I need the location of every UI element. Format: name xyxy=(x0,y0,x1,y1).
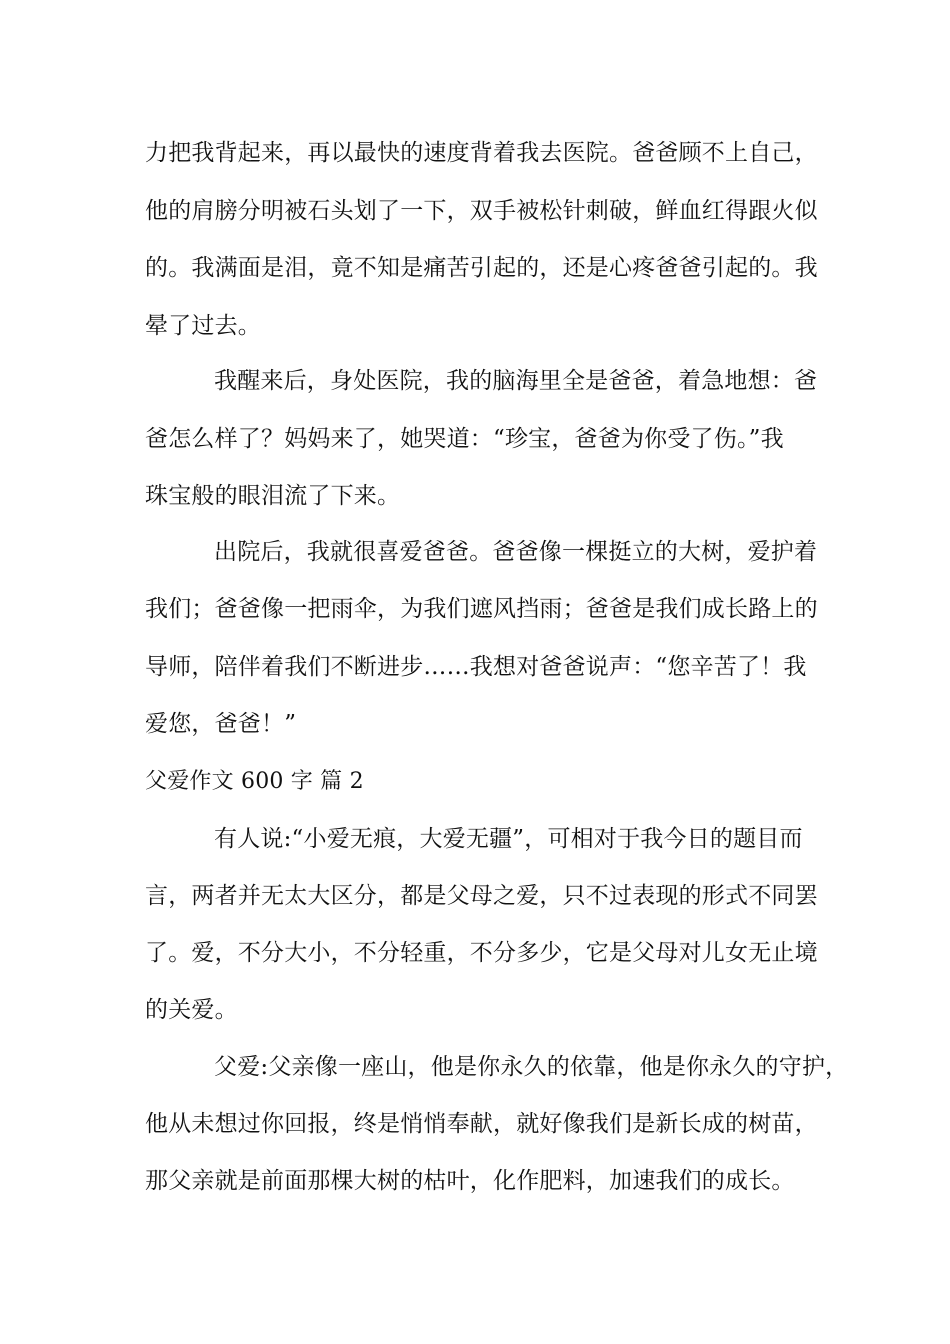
paragraph-line: 有人说:“小爱无痕，大爱无疆”，可相对于我今日的题目而 xyxy=(214,826,803,852)
paragraph-line: 的关爱。 xyxy=(145,997,238,1023)
paragraph-line: 力把我背起来，再以最快的速度背着我去医院。爸爸顾不上自己， xyxy=(145,140,818,166)
paragraph-line: 父爱:父亲像一座山，他是你永久的依靠，他是你永久的守护， xyxy=(214,1054,849,1080)
paragraph-line: 导师，陪伴着我们不断进步……我想对爸爸说声：“您辛苦了！我 xyxy=(145,654,807,680)
paragraph-line: 珠宝般的眼泪流了下来。 xyxy=(145,483,401,509)
paragraph-line: 他的肩膀分明被石头划了一下，双手被松针刺破，鲜血红得跟火似 xyxy=(145,198,818,224)
paragraph-line: 我醒来后，身处医院，我的脑海里全是爸爸，着急地想：爸 xyxy=(214,368,818,394)
paragraph-line: 了。爱，不分大小，不分轻重，不分多少，它是父母对儿女无止境 xyxy=(145,940,818,966)
section-heading: 父爱作文 600 字 篇 2 xyxy=(145,769,364,794)
paragraph-line: 的。我满面是泪，竟不知是痛苦引起的，还是心疼爸爸引起的。我 xyxy=(145,255,818,281)
paragraph-line: 我们；爸爸像一把雨伞，为我们遮风挡雨；爸爸是我们成长路上的 xyxy=(145,596,818,622)
paragraph-line: 出院后，我就很喜爱爸爸。爸爸像一棵挺立的大树，爱护着 xyxy=(214,539,818,565)
paragraph-line: 他从未想过你回报，终是悄悄奉献，就好像我们是新长成的树苗， xyxy=(145,1111,818,1137)
paragraph-line: 爸怎么样了？妈妈来了，她哭道：“珍宝，爸爸为你受了伤。”我 xyxy=(145,426,784,452)
paragraph-line: 那父亲就是前面那棵大树的枯叶，化作肥料，加速我们的成长。 xyxy=(145,1168,795,1194)
paragraph-line: 晕了过去。 xyxy=(145,313,261,339)
paragraph-line: 言，两者并无太大区分，都是父母之爱，只不过表现的形式不同罢 xyxy=(145,883,818,909)
paragraph-line: 爱您，爸爸！” xyxy=(145,711,297,737)
